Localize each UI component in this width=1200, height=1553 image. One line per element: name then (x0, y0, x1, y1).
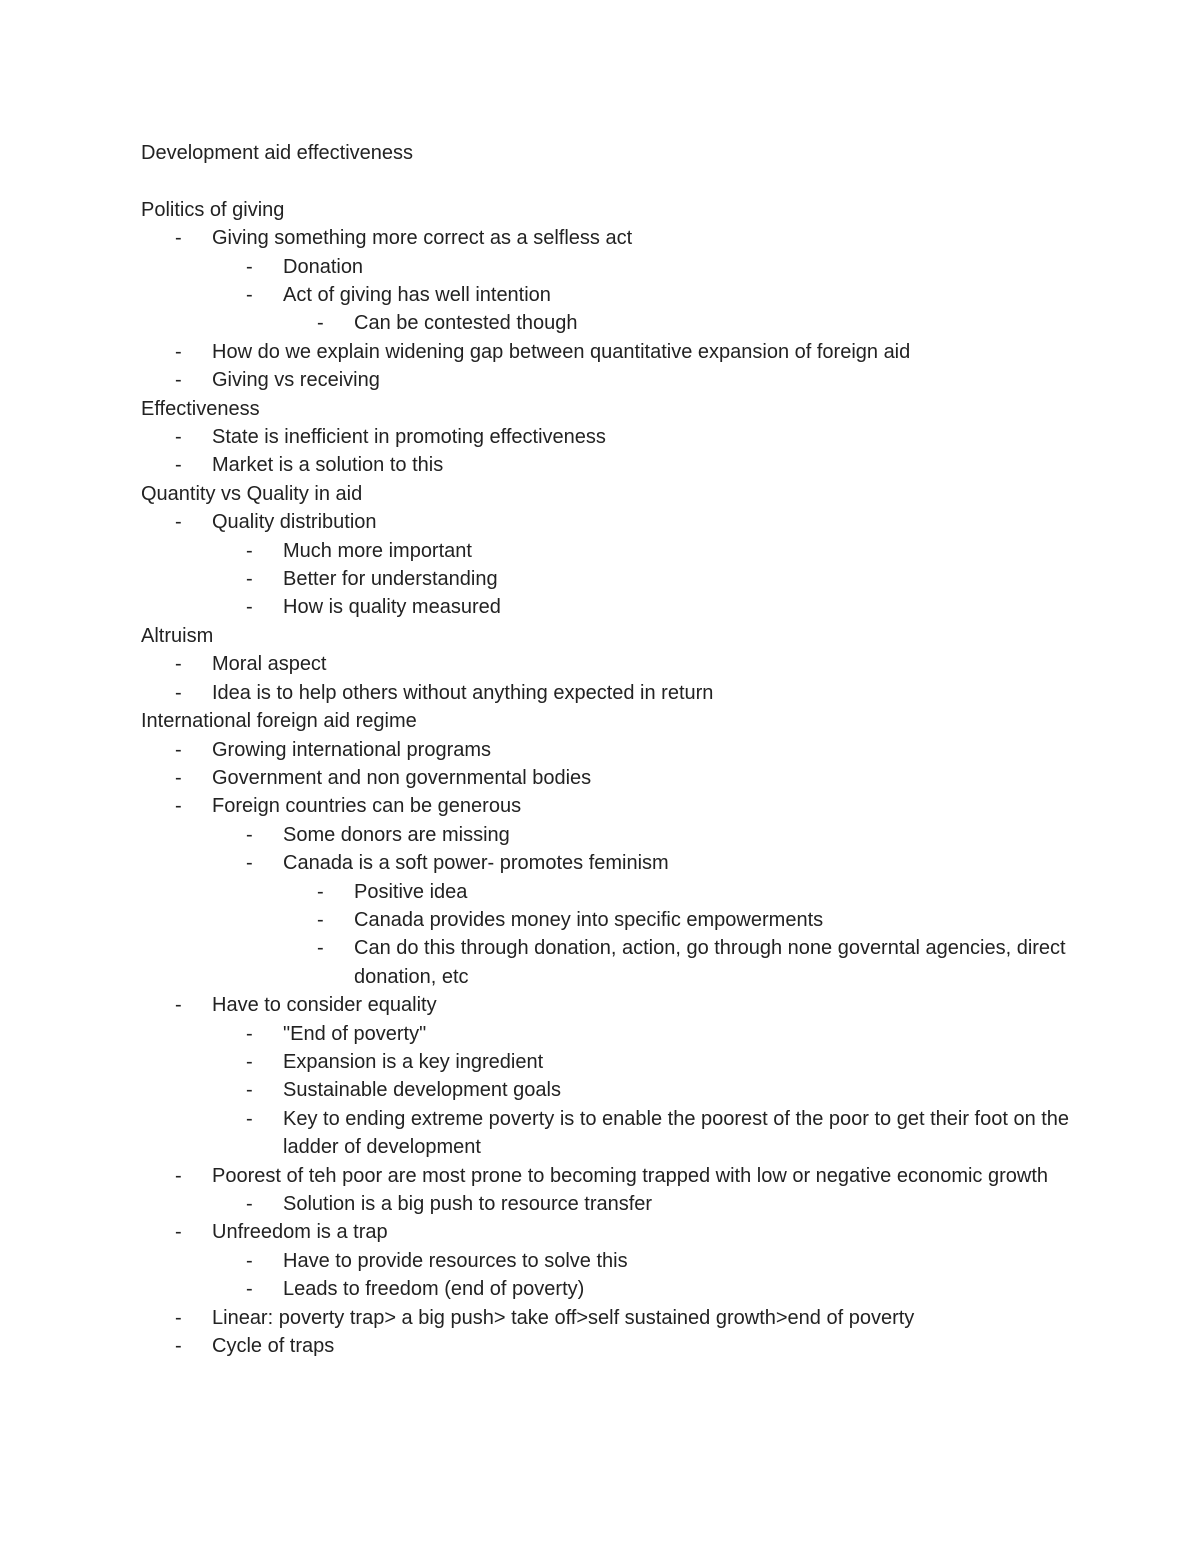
list-item (283, 934, 1071, 991)
dash-marker-icon: - (317, 937, 324, 960)
dash-marker-icon: - (175, 766, 182, 789)
list-item (141, 764, 1071, 792)
dash-marker-icon: - (175, 994, 182, 1017)
list-item (141, 338, 1071, 366)
list-item (283, 309, 1071, 337)
dash-marker-icon: - (246, 823, 253, 846)
list-item-text: Quality distribution (212, 511, 377, 534)
list-item-text: Canada is a soft power- promotes feminism (283, 852, 669, 875)
list-item (141, 508, 1071, 622)
list-item-text: Canada provides money into specific empowerments (354, 908, 824, 931)
list-item-text: Solution is a big push to resource transfer (283, 1193, 653, 1215)
section-heading: Quantity vs Quality in aid (141, 482, 363, 505)
section-heading: Politics of giving (141, 198, 285, 221)
dash-marker-icon: - (175, 426, 182, 449)
list-item-text: Donation (283, 255, 364, 278)
list-item-text: Linear: poverty trap> a big push> take off>self sustained growth>end of poverty (212, 1306, 915, 1329)
section-heading: Altruism (141, 624, 214, 647)
dash-marker-icon: - (175, 1221, 182, 1244)
dash-marker-icon: - (317, 908, 324, 931)
dash-marker-icon: - (175, 511, 182, 534)
dash-marker-icon: - (246, 1249, 253, 1272)
list-item-text: State is inefficient in promoting effectiveness (212, 426, 606, 449)
list-item-text: Cycle of traps (212, 1335, 335, 1358)
list-item (212, 849, 1071, 991)
list-item (141, 679, 1071, 707)
list-item (212, 821, 1071, 849)
list-item (212, 1247, 1071, 1275)
dash-marker-icon: - (175, 369, 182, 392)
list-item-text: Act of giving has well intention (283, 284, 551, 306)
list-item (212, 1020, 1071, 1048)
list-item-text: Idea is to help others without anything expected in return (212, 681, 714, 704)
dash-marker-icon: - (246, 284, 253, 306)
list-item (212, 1190, 1071, 1218)
outline-section (141, 707, 1071, 1360)
list-item-text: Have to consider equality (212, 994, 437, 1017)
list-item-text: Some donors are missing (283, 823, 510, 846)
list-item (141, 366, 1071, 394)
list-item (212, 1076, 1071, 1104)
dash-marker-icon: - (175, 227, 182, 250)
list-item (141, 1304, 1071, 1332)
list-item-text: Government and non governmental bodies (212, 766, 592, 789)
list-item-text: Market is a solution to this (212, 454, 444, 477)
list-item-text: Have to provide resources to solve this (283, 1249, 628, 1272)
dash-marker-icon: - (175, 738, 182, 761)
bullet-list-level-2 (212, 821, 1071, 991)
dash-marker-icon: - (246, 539, 253, 562)
dash-marker-icon: - (246, 1022, 253, 1045)
list-item (212, 253, 1071, 281)
list-item-text: Key to ending extreme poverty is to enable the poorest of the poor to get their foot on the ladder of development (283, 1107, 1070, 1159)
dash-marker-icon: - (175, 1335, 182, 1358)
bullet-list-level-1 (141, 508, 1071, 622)
dash-marker-icon: - (246, 1107, 253, 1130)
outline-section (141, 622, 1071, 707)
bullet-list-level-1 (141, 736, 1071, 1361)
list-item (212, 1105, 1071, 1162)
list-item (212, 1275, 1071, 1303)
outline-section (141, 395, 1071, 480)
dash-marker-icon: - (246, 1278, 253, 1301)
list-item (141, 736, 1071, 764)
document-page (141, 139, 1071, 1360)
list-item (283, 906, 1071, 934)
list-item-text: Giving something more correct as a selfless act (212, 227, 633, 250)
dash-marker-icon: - (246, 596, 253, 619)
list-item-text: Can be contested though (354, 312, 578, 335)
list-item-text: How do we explain widening gap between quantitative expansion of foreign aid (212, 340, 911, 363)
bullet-list-level-3 (283, 309, 1071, 337)
list-item (212, 537, 1071, 565)
list-item-text: Moral aspect (212, 653, 327, 676)
list-item-text: Can do this through donation, action, go through none governtal agencies, direct donation, etc (354, 937, 1066, 988)
dash-marker-icon: - (317, 880, 324, 903)
dash-marker-icon: - (246, 852, 253, 875)
list-item (141, 423, 1071, 451)
bullet-list-level-2 (212, 1190, 1071, 1218)
list-item (141, 451, 1071, 479)
list-item (212, 565, 1071, 593)
bullet-list-level-1 (141, 423, 1071, 480)
dash-marker-icon: - (175, 454, 182, 477)
dash-marker-icon: - (175, 340, 182, 363)
list-item (283, 878, 1071, 906)
list-item-text: How is quality measured (283, 596, 501, 619)
bullet-list-level-1 (141, 224, 1071, 394)
outline-section (141, 196, 1071, 395)
list-item-text: Positive idea (354, 880, 468, 903)
dash-marker-icon: - (246, 568, 253, 591)
list-item (212, 593, 1071, 621)
dash-marker-icon: - (175, 795, 182, 818)
list-item (141, 1218, 1071, 1303)
bullet-list-level-2 (212, 537, 1071, 622)
bullet-list-level-2 (212, 1020, 1071, 1162)
bullet-list-level-3 (283, 878, 1071, 992)
dash-marker-icon: - (175, 1164, 182, 1187)
list-item-text: Poorest of teh poor are most prone to becoming trapped with low or negative economic growth (212, 1164, 1049, 1187)
list-item-text: Foreign countries can be generous (212, 795, 522, 818)
bullet-list-level-1 (141, 650, 1071, 707)
dash-marker-icon: - (246, 1079, 253, 1102)
bullet-list-level-2 (212, 253, 1071, 338)
dash-marker-icon: - (175, 1306, 182, 1329)
list-item (141, 650, 1071, 678)
outline-section (141, 480, 1071, 622)
list-item-text: Growing international programs (212, 738, 492, 761)
dash-marker-icon: - (175, 681, 182, 704)
list-item-text: Sustainable development goals (283, 1079, 561, 1102)
list-item (141, 1332, 1071, 1360)
dash-marker-icon: - (317, 312, 324, 335)
bullet-list-level-2 (212, 1247, 1071, 1304)
list-item (212, 1048, 1071, 1076)
list-item-text: Better for understanding (283, 568, 498, 591)
list-item-text: Giving vs receiving (212, 369, 380, 392)
section-heading: Effectiveness (141, 397, 260, 420)
list-item-text: Leads to freedom (end of poverty) (283, 1278, 585, 1301)
list-item (141, 991, 1071, 1161)
document-body (141, 196, 1071, 1361)
list-item (141, 1162, 1071, 1219)
list-item-text: Unfreedom is a trap (212, 1221, 388, 1244)
document-title: Development aid effectiveness (141, 142, 414, 164)
list-item-text: Expansion is a key ingredient (283, 1050, 544, 1073)
dash-marker-icon: - (246, 255, 253, 278)
list-item (141, 792, 1071, 991)
list-item (141, 224, 1071, 338)
list-item-text: Much more important (283, 539, 472, 562)
dash-marker-icon: - (246, 1193, 253, 1215)
dash-marker-icon: - (246, 1050, 253, 1073)
list-item-text: "End of poverty" (283, 1022, 427, 1045)
list-item (212, 281, 1071, 338)
dash-marker-icon: - (175, 653, 182, 676)
section-heading: International foreign aid regime (141, 710, 417, 733)
